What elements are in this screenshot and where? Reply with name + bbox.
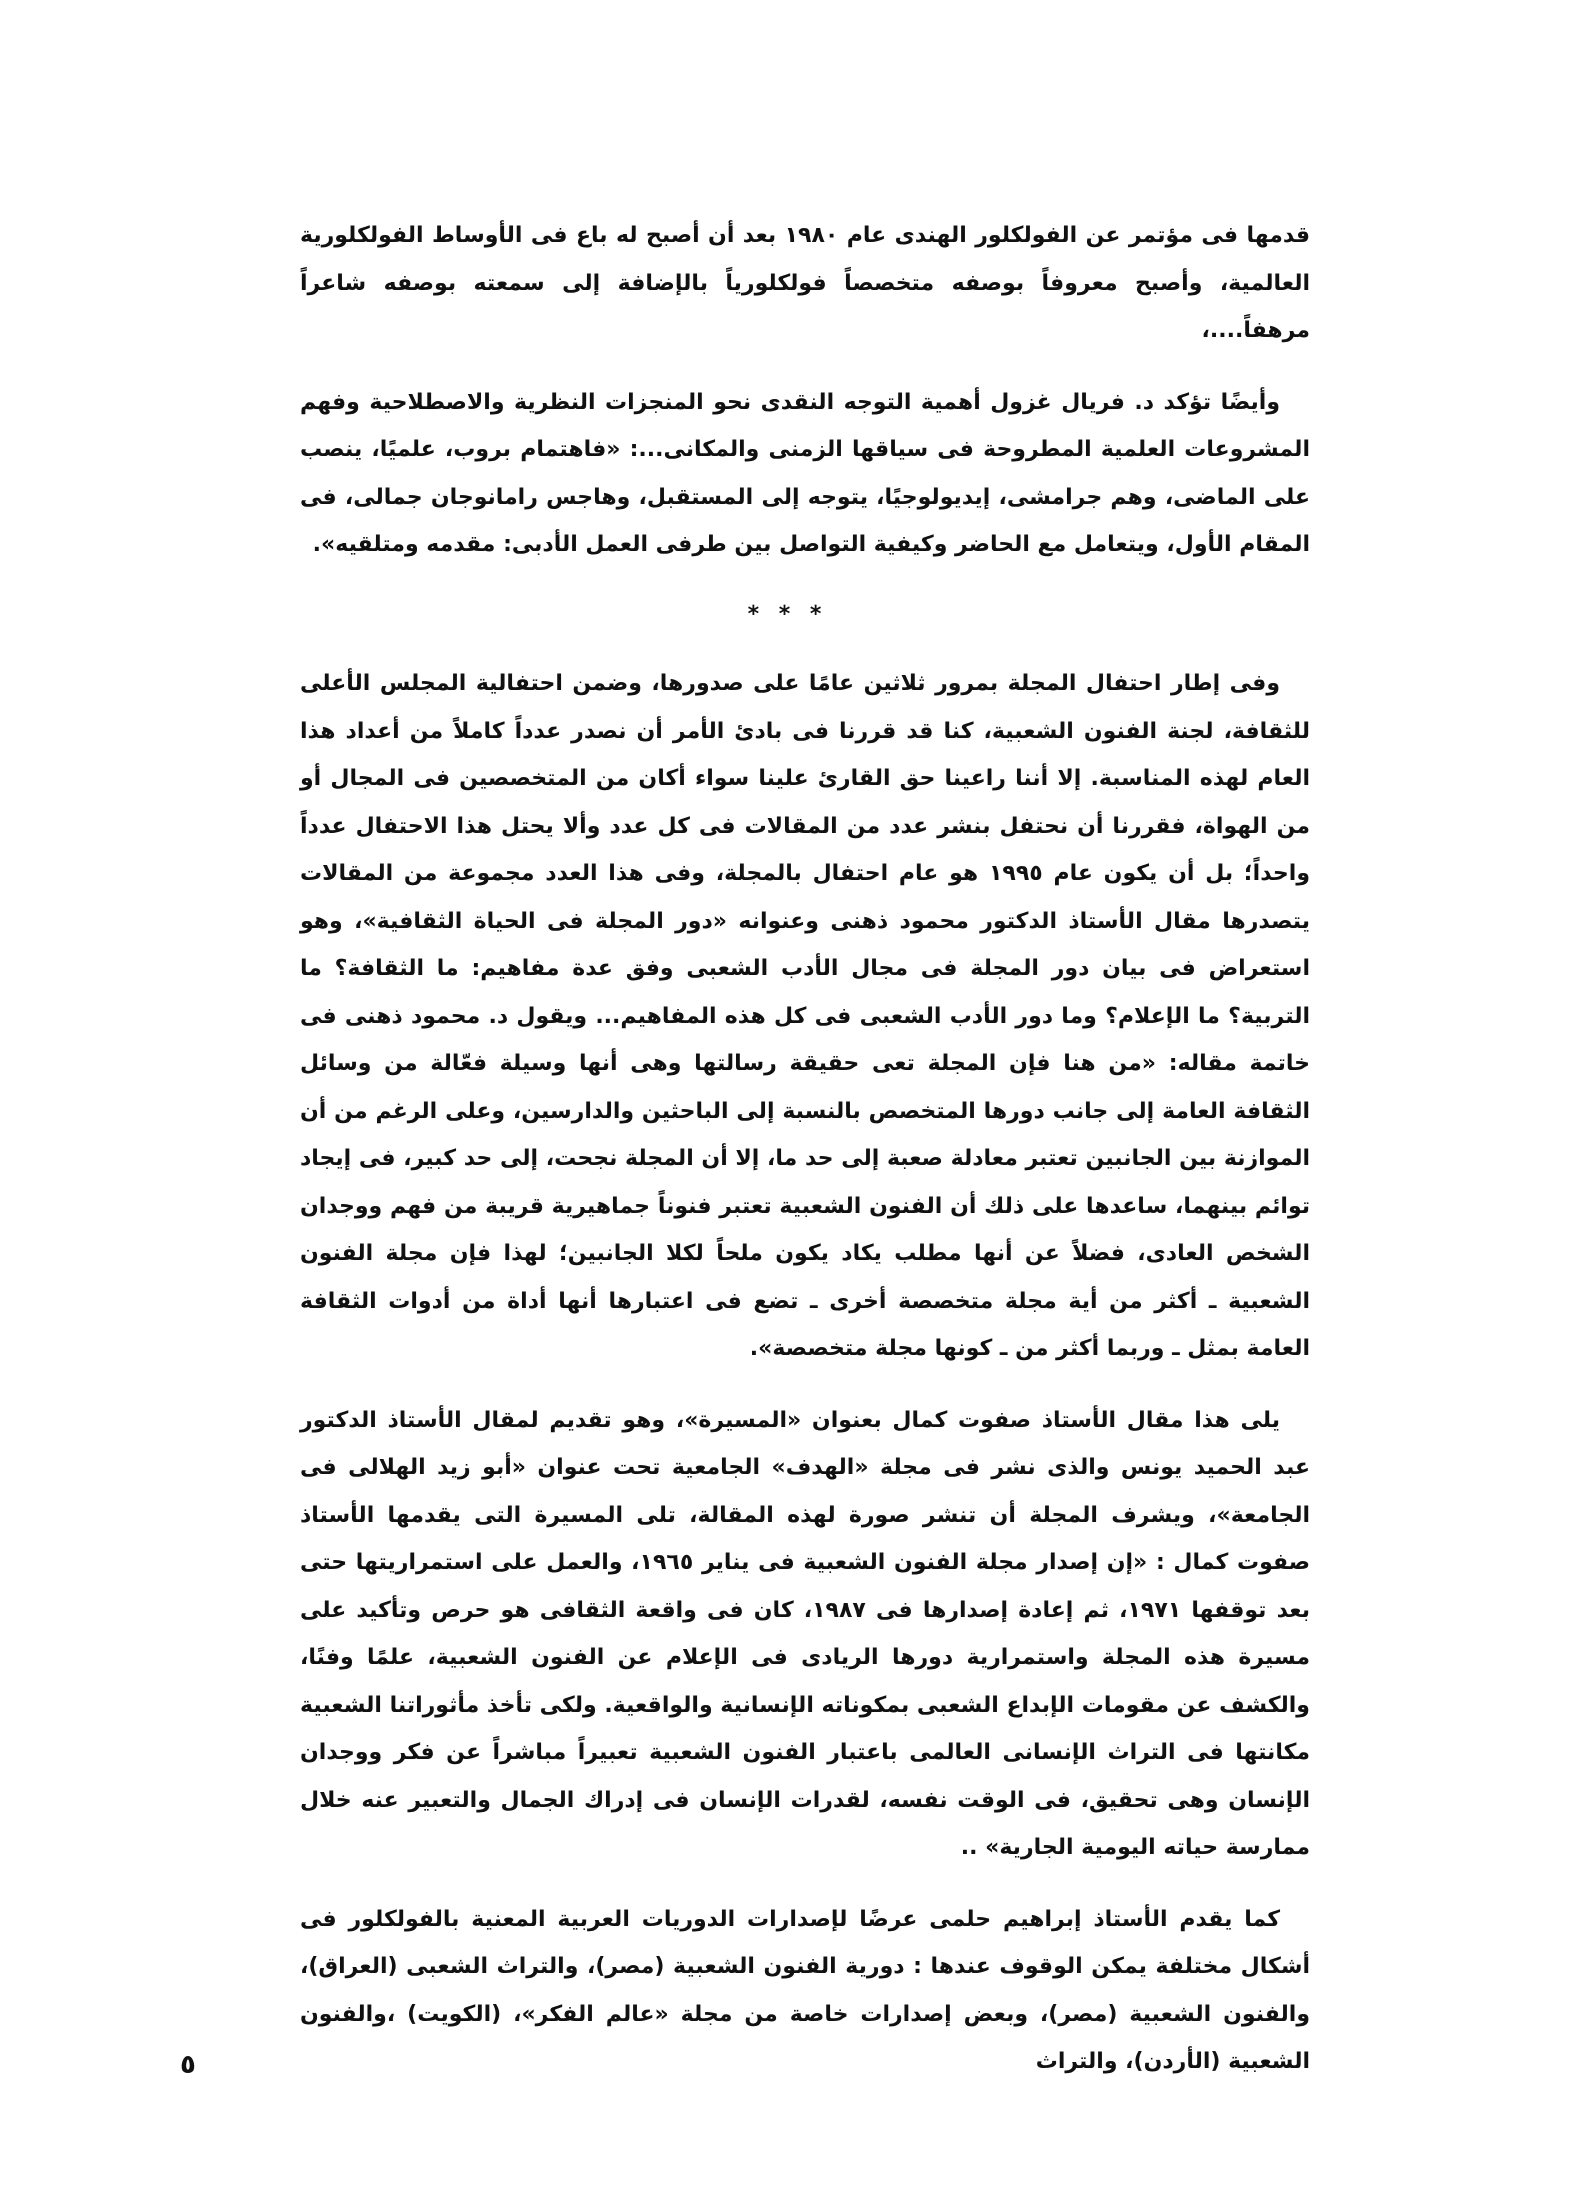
page-number: ٥ xyxy=(180,2050,196,2080)
main-section xyxy=(300,660,1310,2086)
intro-section xyxy=(300,212,1310,569)
intro-paragraph-1: قدمها فى مؤتمر عن الفولكلور الهندى عام ١٩٨٠ بعد أن أصبح له باع فى الأوساط الفولكلورية العالمية، وأصبح معروفاً بوصفه متخصصاً فولكلورياً بالإضافة إلى سمعته بوصفه شاعراً مرهفاً....، xyxy=(300,223,1310,343)
main-paragraph-2: يلى هذا مقال الأستاذ صفوت كمال بعنوان «المسيرة»، وهو تقديم لمقال الأستاذ الدكتور عبد الحميد يونس والذى نشر فى مجلة «الهدف» الجامعية تحت عنوان «أبو زيد الهلالى فى الجامعة»، ويشرف المجلة أن تنشر صورة لهذه المقالة، تلى المسيرة التى يقدمها الأستاذ صفوت كمال : «إن إصدار مجلة الفنون الشعبية فى يناير ١٩٦٥، والعمل على استمراريتها حتى بعد توقفها ١٩٧١، ثم إعادة إصدارها فى ١٩٨٧، كان فى واقعة الثقافى هو حرص وتأكيد على مسيرة هذه المجلة واستمرارية دورها الريادى فى الإعلام عن الفنون الشعبية، علمًا وفنًا، والكشف عن مقومات الإبداع الشعبى بمكوناته الإنسانية والواقعية. ولكى تأخذ مأثوراتنا الشعبية مكانتها فى التراث الإنسانى العالمى باعتبار الفنون الشعبية تعبيراً مباشراً عن فكر ووجدان الإنسان وهى تحقيق، فى الوقت نفسه، لقدرات الإنسان فى إدراك الجمال والتعبير عنه خلال ممارسة حياته اليومية الجارية» .. xyxy=(300,1407,1310,1860)
main-paragraph-1: وفى إطار احتفال المجلة بمرور ثلاثين عامًا على صدورها، وضمن احتفالية المجلس الأعلى للثقافة، لجنة الفنون الشعبية، كنا قد قررنا فى بادئ الأمر أن نصدر عدداً كاملاً من أعداد هذا العام لهذه المناسبة. إلا أننا راعينا حق القارئ علينا سواء أكان من المتخصصين فى المجال أو من الهواة، فقررنا أن نحتفل بنشر عدد من المقالات فى كل عدد وألا يحتل هذا الاحتفال عدداً واحداً؛ بل أن يكون عام ١٩٩٥ هو عام احتفال بالمجلة، وفى هذا العدد مجموعة من المقالات يتصدرها مقال الأستاذ الدكتور محمود ذهنى وعنوانه «دور المجلة فى الحياة الثقافية»، وهو استعراض فى بيان دور المجلة فى مجال الأدب الشعبى وفق عدة مفاهيم: ما الثقافة؟ ما التربية؟ ما الإعلام؟ وما دور الأدب الشعبى فى كل هذه المفاهيم... ويقول د. محمود ذهنى فى خاتمة مقاله: «من هنا فإن المجلة تعى حقيقة رسالتها وهى أنها وسيلة فعّالة من وسائل الثقافة العامة إلى جانب دورها المتخصص بالنسبة إلى الباحثين والدارسين، وعلى الرغم من أن الموازنة بين الجانبين تعتبر معادلة صعبة إلى حد ما، إلا أن المجلة نجحت، إلى حد كبير، فى إيجاد توائم بينهما، ساعدها على ذلك أن الفنون الشعبية تعتبر فنوناً جماهيرية قريبة من فهم ووجدان الشخص العادى، فضلاً عن أنها مطلب يكاد يكون ملحاً لكلا الجانبين؛ لهذا فإن مجلة الفنون الشعبية ـ أكثر من أية مجلة متخصصة أخرى ـ تضع فى اعتبارها أنها أداة من أدوات الثقافة العامة بمثل ـ وربما أكثر من ـ كونها مجلة متخصصة». xyxy=(300,671,1310,1361)
intro-paragraph-2: وأيضًا تؤكد د. فريال غزول أهمية التوجه النقدى نحو المنجزات النظرية والاصطلاحية وفهم المشروعات العلمية المطروحة فى سياقها الزمنى والمكانى...: «فاهتمام بروب، علميًا، ينصب على الماضى، وهم جرامشى، إيديولوجيًا، يتوجه إلى المستقبل، وهاجس رامانوجان جمالى، فى المقام الأول، ويتعامل مع الحاضر وكيفية التواصل بين طرفى العمل الأدبى: مقدمه ومتلقيه». xyxy=(300,389,1310,557)
main-paragraph-3: كما يقدم الأستاذ إبراهيم حلمى عرضًا لإصدارات الدوريات العربية المعنية بالفولكلور فى أشكال مختلفة يمكن الوقوف عندها : دورية الفنون الشعبية (مصر)، والتراث الشعبى (العراق)، والفنون الشعبية (مصر)، وبعض إصدارات خاصة من مجلة «عالم الفكر»، (الكويت) ،والفنون الشعبية (الأردن)، والتراث xyxy=(300,1906,1310,2074)
section-separator: * * * xyxy=(747,602,828,627)
